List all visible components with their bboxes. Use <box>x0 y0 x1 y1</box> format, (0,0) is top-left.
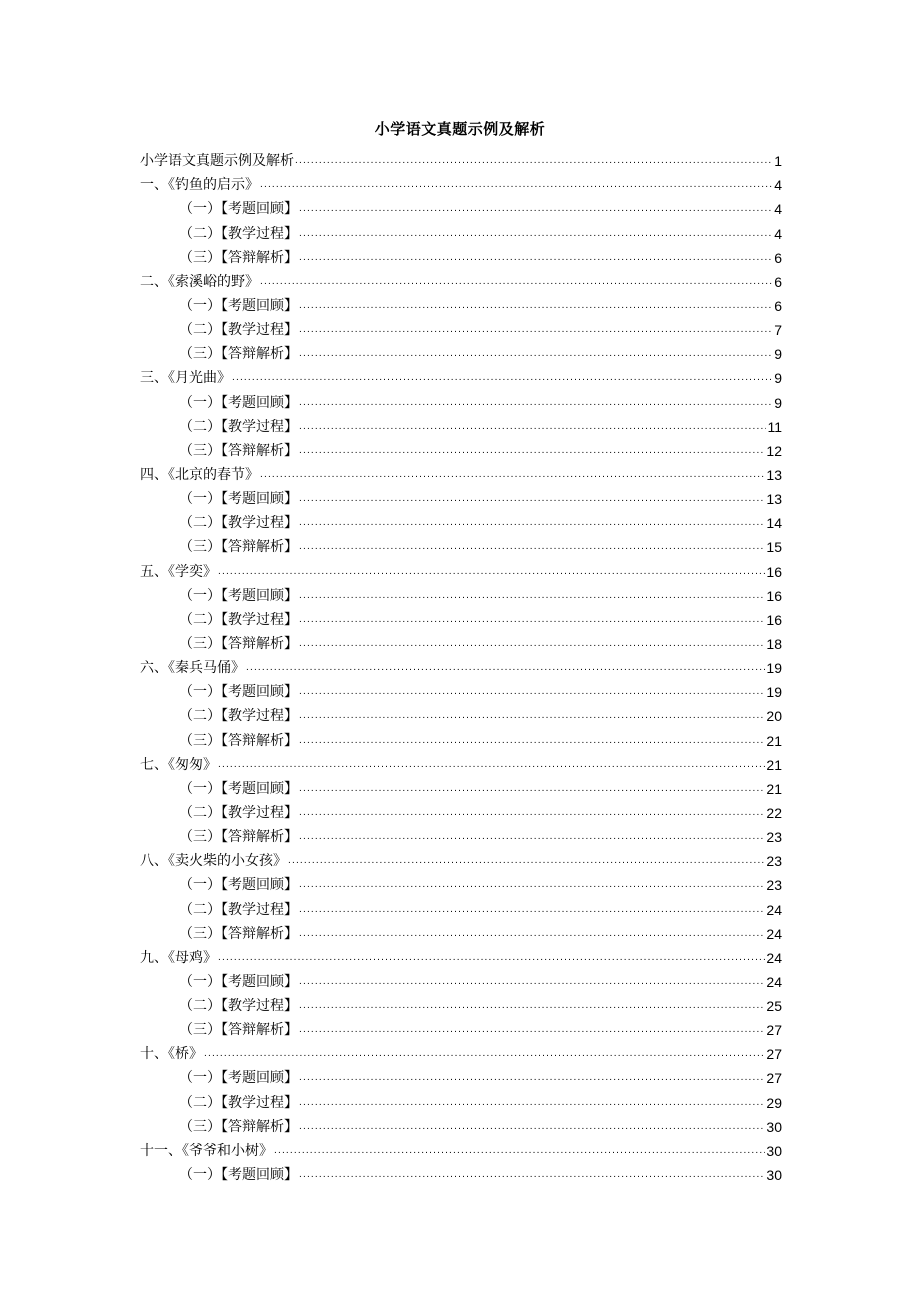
toc-page-number: 19 <box>766 660 782 677</box>
toc-page-number: 18 <box>766 635 782 652</box>
toc-dot-leader <box>299 922 765 946</box>
toc-dot-leader <box>299 294 773 318</box>
toc-subentry[interactable] <box>140 439 782 463</box>
toc-subentry[interactable] <box>140 704 782 728</box>
toc-subentry[interactable] <box>140 535 782 559</box>
toc-entry-title: （一）【考题回顾】 <box>179 587 298 604</box>
toc-entry-title: （一）【考题回顾】 <box>179 1167 298 1184</box>
toc-entry-title: 九、《母鸡》 <box>140 949 217 966</box>
toc-dot-leader <box>299 511 765 535</box>
toc-entry-title: （三）【答辩解析】 <box>179 442 298 459</box>
toc-subentry[interactable] <box>140 825 782 849</box>
toc-dot-leader <box>299 318 773 342</box>
toc-entry-title: 五、《学奕》 <box>140 563 217 580</box>
toc-entry-title: （三）【答辩解析】 <box>179 539 298 556</box>
toc-dot-leader <box>299 801 765 825</box>
toc-dot-leader <box>299 1163 765 1187</box>
toc-entry[interactable] <box>140 559 782 583</box>
toc-page-number: 21 <box>766 732 782 749</box>
toc-entry-title: 十、《桥》 <box>140 1046 203 1063</box>
toc-entry-title: （一）【考题回顾】 <box>179 1070 298 1087</box>
toc-dot-leader <box>260 173 773 197</box>
toc-page-number: 30 <box>766 1118 782 1135</box>
toc-entry-title: （三）【答辩解析】 <box>179 635 298 652</box>
page-title: 小学语文真题示例及解析 <box>374 120 546 138</box>
toc-dot-leader <box>260 270 773 294</box>
toc-entry-title: （一）【考题回顾】 <box>179 201 298 218</box>
toc-entry-title: （三）【答辩解析】 <box>179 732 298 749</box>
toc-entry-title: （二）【教学过程】 <box>179 515 298 532</box>
toc-subentry[interactable] <box>140 584 782 608</box>
toc-page-number: 22 <box>766 804 782 821</box>
toc-page-number: 27 <box>766 1022 782 1039</box>
toc-dot-leader <box>288 849 765 873</box>
toc-subentry[interactable] <box>140 1115 782 1139</box>
toc-subentry[interactable] <box>140 728 782 752</box>
toc-page-number: 13 <box>766 466 782 483</box>
toc-entry[interactable] <box>140 656 782 680</box>
toc-page-number: 25 <box>766 998 782 1015</box>
toc-entry[interactable] <box>140 1042 782 1066</box>
toc-entry-title: 二、《索溪峪的野》 <box>140 273 259 290</box>
toc-subentry[interactable] <box>140 1066 782 1090</box>
toc-dot-leader <box>299 608 765 632</box>
toc-entry[interactable] <box>140 463 782 487</box>
toc-subentry[interactable] <box>140 390 782 414</box>
toc-page-number: 24 <box>766 925 782 942</box>
toc-page-number: 1 <box>774 153 782 170</box>
toc-page-number: 16 <box>766 563 782 580</box>
toc-dot-leader <box>204 1042 765 1066</box>
toc-dot-leader <box>299 1115 765 1139</box>
toc-subentry[interactable] <box>140 487 782 511</box>
toc-page-number: 23 <box>766 829 782 846</box>
toc-page-number: 6 <box>774 273 782 290</box>
toc-page-number: 9 <box>774 346 782 363</box>
toc-page-number: 27 <box>766 1046 782 1063</box>
toc-entry-title: 八、《卖火柴的小女孩》 <box>140 853 287 870</box>
toc-page-number: 15 <box>766 539 782 556</box>
toc-entry-title: （二）【教学过程】 <box>179 418 298 435</box>
toc-dot-leader <box>299 729 765 753</box>
toc-subentry[interactable] <box>140 221 782 245</box>
toc-dot-leader <box>218 946 765 970</box>
toc-entry-title: （一）【考题回顾】 <box>179 297 298 314</box>
toc-page-number: 24 <box>766 973 782 990</box>
toc-entry-title: （二）【教学过程】 <box>179 225 298 242</box>
toc-dot-leader <box>299 246 773 270</box>
toc-dot-leader <box>274 1139 765 1163</box>
toc-entry[interactable] <box>140 173 782 197</box>
toc-subentry[interactable] <box>140 873 782 897</box>
toc-page-number: 9 <box>774 370 782 387</box>
toc-entry-title: （三）【答辩解析】 <box>179 1022 298 1039</box>
toc-subentry[interactable] <box>140 294 782 318</box>
toc-subentry[interactable] <box>140 1018 782 1042</box>
toc-page-number: 9 <box>774 394 782 411</box>
toc-entry-title: （二）【教学过程】 <box>179 1094 298 1111</box>
toc-entry-title: （一）【考题回顾】 <box>179 877 298 894</box>
toc-dot-leader <box>299 1091 765 1115</box>
toc-subentry[interactable] <box>140 970 782 994</box>
toc-dot-leader <box>232 366 773 390</box>
toc-entry-title: （三）【答辩解析】 <box>179 829 298 846</box>
toc-entry-title: 七、《匆匆》 <box>140 756 217 773</box>
toc-entry-title: （三）【答辩解析】 <box>179 346 298 363</box>
toc-entry-title: （二）【教学过程】 <box>179 804 298 821</box>
table-of-contents <box>140 149 782 1187</box>
toc-dot-leader <box>299 439 765 463</box>
toc-page-number: 7 <box>774 322 782 339</box>
toc-entry-title: （二）【教学过程】 <box>179 708 298 725</box>
toc-page-number: 11 <box>767 418 782 435</box>
toc-entry-title: （一）【考题回顾】 <box>179 973 298 990</box>
toc-dot-leader <box>299 873 765 897</box>
toc-entry[interactable] <box>140 366 782 390</box>
toc-entry[interactable] <box>140 753 782 777</box>
toc-dot-leader <box>299 342 773 366</box>
toc-dot-leader <box>299 680 765 704</box>
toc-entry-title: （二）【教学过程】 <box>179 611 298 628</box>
toc-entry-title: （一）【考题回顾】 <box>179 394 298 411</box>
toc-entry-title: 六、《秦兵马俑》 <box>140 660 245 677</box>
toc-subentry[interactable] <box>140 1090 782 1114</box>
toc-page-number: 4 <box>774 177 782 194</box>
toc-page-number: 16 <box>766 587 782 604</box>
toc-entry-title: （三）【答辩解析】 <box>179 249 298 266</box>
toc-entry-title: 一、《钓鱼的启示》 <box>140 177 259 194</box>
toc-dot-leader <box>246 656 765 680</box>
toc-page-number: 30 <box>766 1142 782 1159</box>
toc-page-number: 21 <box>766 780 782 797</box>
toc-entry[interactable] <box>140 270 782 294</box>
toc-subentry[interactable] <box>140 777 782 801</box>
toc-entry-title: 四、《北京的春节》 <box>140 466 259 483</box>
toc-subentry[interactable] <box>140 415 782 439</box>
toc-entry-title: （一）【考题回顾】 <box>179 491 298 508</box>
toc-subentry[interactable] <box>140 511 782 535</box>
toc-dot-leader <box>299 704 765 728</box>
toc-page-number: 4 <box>774 225 782 242</box>
toc-page-number: 21 <box>766 756 782 773</box>
toc-entry-title: （二）【教学过程】 <box>179 322 298 339</box>
toc-dot-leader <box>299 1018 765 1042</box>
toc-page-number: 12 <box>766 442 782 459</box>
toc-subentry[interactable] <box>140 680 782 704</box>
toc-entry-title: （二）【教学过程】 <box>179 901 298 918</box>
toc-subentry[interactable] <box>140 897 782 921</box>
toc-entry-title: 三、《月光曲》 <box>140 370 231 387</box>
toc-page-number: 4 <box>774 201 782 218</box>
toc-page-number: 23 <box>766 877 782 894</box>
toc-subentry[interactable] <box>140 197 782 221</box>
toc-dot-leader <box>299 197 773 221</box>
toc-dot-leader <box>260 463 765 487</box>
toc-subentry[interactable] <box>140 801 782 825</box>
toc-entry[interactable] <box>140 849 782 873</box>
toc-dot-leader <box>299 825 765 849</box>
toc-entry-title: （二）【教学过程】 <box>179 998 298 1015</box>
toc-subentry[interactable] <box>140 246 782 270</box>
toc-dot-leader <box>299 535 765 559</box>
toc-entry-title: （三）【答辩解析】 <box>179 925 298 942</box>
toc-page-number: 14 <box>766 515 782 532</box>
toc-page-number: 13 <box>766 491 782 508</box>
toc-page-number: 19 <box>766 684 782 701</box>
toc-page-number: 6 <box>774 297 782 314</box>
toc-page-number: 24 <box>766 901 782 918</box>
toc-entry-title: 十一、《爷爷和小树》 <box>140 1142 273 1159</box>
toc-dot-leader <box>299 487 765 511</box>
toc-dot-leader <box>299 777 765 801</box>
toc-page-number: 27 <box>766 1070 782 1087</box>
toc-subentry[interactable] <box>140 608 782 632</box>
toc-dot-leader <box>299 632 765 656</box>
toc-page-number: 23 <box>766 853 782 870</box>
toc-dot-leader <box>299 898 765 922</box>
toc-dot-leader <box>295 149 773 173</box>
toc-subentry[interactable] <box>140 632 782 656</box>
toc-dot-leader <box>299 222 773 246</box>
toc-page-number: 24 <box>766 949 782 966</box>
toc-dot-leader <box>299 994 765 1018</box>
toc-dot-leader <box>299 1066 765 1090</box>
toc-subentry[interactable] <box>140 318 782 342</box>
toc-page-number: 29 <box>766 1094 782 1111</box>
toc-entry-title: 小学语文真题示例及解析 <box>140 153 294 170</box>
toc-entry[interactable] <box>140 946 782 970</box>
toc-dot-leader <box>218 753 765 777</box>
toc-page-number: 30 <box>766 1167 782 1184</box>
toc-entry-title: （三）【答辩解析】 <box>179 1118 298 1135</box>
toc-entry-title: （一）【考题回顾】 <box>179 780 298 797</box>
toc-entry[interactable] <box>140 149 782 173</box>
toc-dot-leader <box>299 415 766 439</box>
toc-entry[interactable] <box>140 1139 782 1163</box>
toc-subentry[interactable] <box>140 1163 782 1187</box>
toc-dot-leader <box>299 970 765 994</box>
toc-page-number: 20 <box>766 708 782 725</box>
toc-dot-leader <box>299 391 773 415</box>
toc-page-number: 16 <box>766 611 782 628</box>
toc-page-number: 6 <box>774 249 782 266</box>
toc-dot-leader <box>218 560 765 584</box>
toc-subentry[interactable] <box>140 342 782 366</box>
toc-subentry[interactable] <box>140 994 782 1018</box>
toc-subentry[interactable] <box>140 922 782 946</box>
toc-entry-title: （一）【考题回顾】 <box>179 684 298 701</box>
toc-dot-leader <box>299 584 765 608</box>
